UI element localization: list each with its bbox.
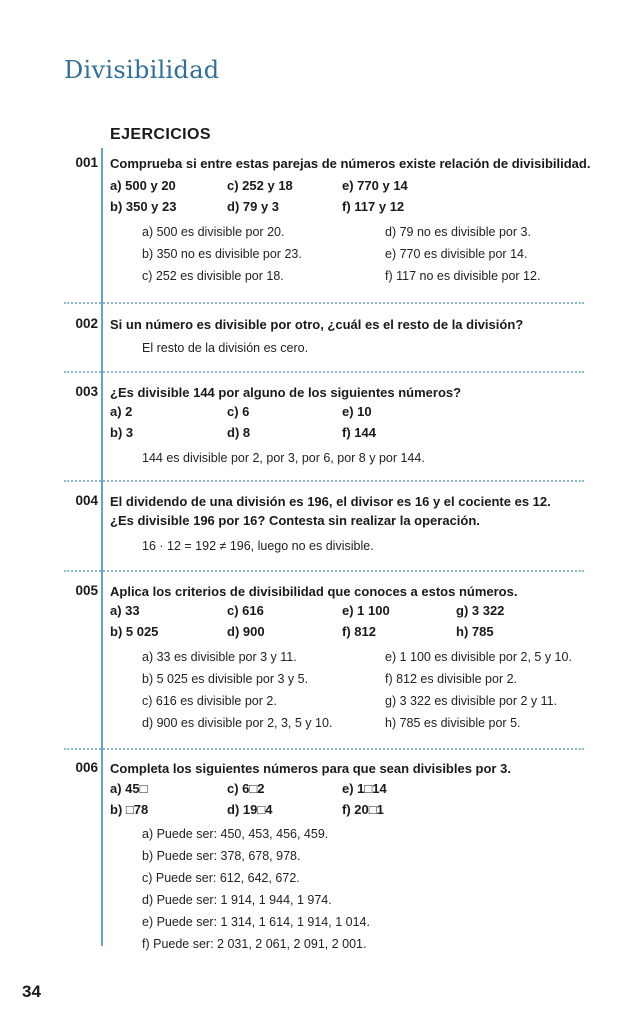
- answer: e) Puede ser: 1 314, 1 614, 1 914, 1 014.: [142, 915, 370, 929]
- option: e) 1 100: [342, 603, 390, 618]
- answer: b) 350 no es divisible por 23.: [142, 247, 302, 261]
- exercise-number: 006: [75, 760, 98, 775]
- option: f) 20□1: [342, 802, 384, 817]
- page-number: 34: [22, 982, 41, 1001]
- option: c) 6□2: [227, 781, 265, 796]
- answer: f) 812 es divisible por 2.: [385, 672, 518, 686]
- answer: h) 785 es divisible por 5.: [385, 716, 521, 730]
- exercise-question: ¿Es divisible 144 por alguno de los siguientes números?: [110, 385, 462, 400]
- option: c) 6: [227, 404, 250, 419]
- option: a) 33: [110, 603, 140, 618]
- option: d) 900: [227, 624, 265, 639]
- answer: b) Puede ser: 378, 678, 978.: [142, 849, 301, 863]
- separator: [64, 371, 584, 373]
- option: e) 770 y 14: [342, 178, 408, 193]
- answer: 144 es divisible por 2, por 3, por 6, por 8 y por 144.: [142, 451, 425, 465]
- option: h) 785: [456, 624, 494, 639]
- section-label: EJERCICIOS: [110, 126, 211, 143]
- answer: 16 · 12 = 192 ≠ 196, luego no es divisible.: [142, 539, 374, 553]
- exercise-question: Si un número es divisible por otro, ¿cuál es el resto de la división?: [110, 317, 524, 332]
- answer: e) 770 es divisible por 14.: [385, 247, 528, 261]
- separator: [64, 480, 584, 482]
- margin-rule: [101, 148, 103, 946]
- exercise-question: Aplica los criterios de divisibilidad que conoces a estos números.: [110, 584, 518, 599]
- option: f) 812: [342, 624, 376, 639]
- exercise-number: 001: [75, 155, 98, 170]
- option: d) 8: [227, 425, 251, 440]
- separator: [64, 748, 584, 750]
- answer: a) 500 es divisible por 20.: [142, 225, 285, 239]
- answer: a) Puede ser: 450, 453, 456, 459.: [142, 827, 329, 841]
- answer: d) 79 no es divisible por 3.: [385, 225, 531, 239]
- option: e) 1□14: [342, 781, 387, 796]
- exercise-number: 004: [75, 493, 98, 508]
- answer: f) 117 no es divisible por 12.: [385, 269, 541, 283]
- option: c) 616: [227, 603, 264, 618]
- answer: c) 252 es divisible por 18.: [142, 269, 284, 283]
- option: a) 500 y 20: [110, 178, 176, 193]
- option: d) 79 y 3: [227, 199, 280, 214]
- option: d) 19□4: [227, 802, 273, 817]
- exercise-question: Completa los siguientes números para que sean divisibles por 3.: [110, 761, 511, 776]
- option: e) 10: [342, 404, 372, 419]
- option: b) 3: [110, 425, 134, 440]
- answer: d) Puede ser: 1 914, 1 944, 1 974.: [142, 893, 332, 907]
- answer: El resto de la división es cero.: [142, 341, 309, 355]
- separator: [64, 570, 584, 572]
- exercise-number: 003: [75, 384, 98, 399]
- option: f) 117 y 12: [342, 199, 405, 214]
- answer: f) Puede ser: 2 031, 2 061, 2 091, 2 001.: [142, 937, 367, 951]
- exercise-question: Comprueba si entre estas parejas de números existe relación de divisibilidad.: [110, 156, 591, 171]
- option: b) 5 025: [110, 624, 159, 639]
- option: c) 252 y 18: [227, 178, 293, 193]
- chapter-title: Divisibilidad: [64, 56, 220, 84]
- option: b) □78: [110, 802, 149, 817]
- option: a) 2: [110, 404, 133, 419]
- exercise-question: El dividendo de una división es 196, el divisor es 16 y el cociente es 12. ¿Es divisible 196 por 16? Contesta sin realizar la operación.: [110, 494, 551, 528]
- answer: e) 1 100 es divisible por 2, 5 y 10.: [385, 650, 572, 664]
- answer: c) 616 es divisible por 2.: [142, 694, 277, 708]
- option: g) 3 322: [456, 603, 505, 618]
- option: f) 144: [342, 425, 376, 440]
- exercise-number: 002: [75, 316, 98, 331]
- answer: g) 3 322 es divisible por 2 y 11.: [385, 694, 558, 708]
- answer: d) 900 es divisible por 2, 3, 5 y 10.: [142, 716, 333, 730]
- answer: a) 33 es divisible por 3 y 11.: [142, 650, 297, 664]
- answer: b) 5 025 es divisible por 3 y 5.: [142, 672, 309, 686]
- separator: [64, 302, 584, 304]
- option: a) 45□: [110, 781, 148, 796]
- option: b) 350 y 23: [110, 199, 177, 214]
- exercise-number: 005: [75, 583, 98, 598]
- answer: c) Puede ser: 612, 642, 672.: [142, 871, 300, 885]
